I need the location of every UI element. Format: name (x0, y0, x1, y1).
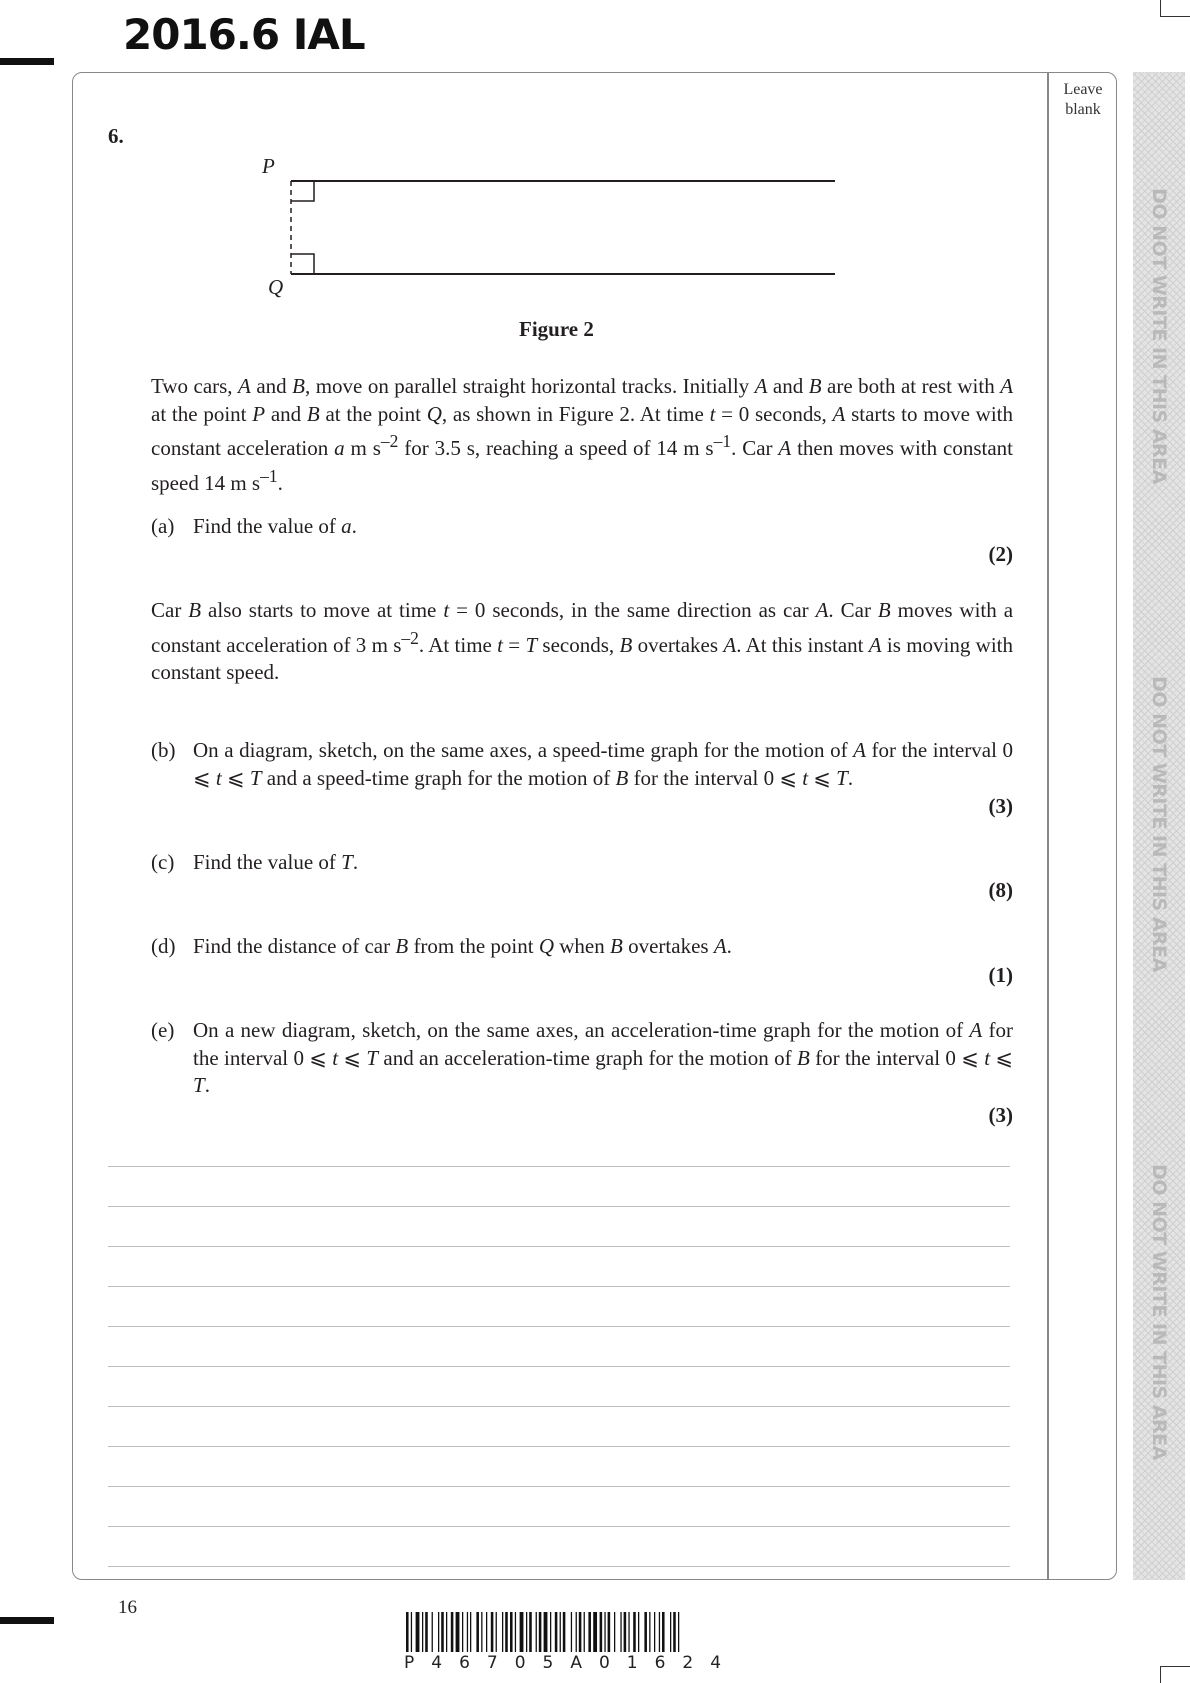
answer-line[interactable] (108, 1206, 1010, 1207)
barcode-bar (491, 1612, 494, 1652)
barcode-text: P46705A01624 (404, 1653, 739, 1673)
barcode-bar (604, 1612, 605, 1652)
barcode-bar (624, 1612, 627, 1652)
barcode-bar (467, 1612, 468, 1652)
crop-mark (1160, 16, 1190, 17)
crop-mark (1160, 1666, 1190, 1667)
part-d-text: Find the distance of car B from the point Q when B overtakes A. (193, 934, 732, 958)
barcode-bar (544, 1612, 548, 1652)
barcode-bar (593, 1612, 597, 1652)
part-e-label: (e) (151, 1018, 175, 1042)
barcode-bar (628, 1612, 629, 1652)
barcode-bar (486, 1612, 487, 1652)
barcode-bar (678, 1612, 679, 1652)
barcode-bar (406, 1612, 409, 1652)
barcode-bar (555, 1612, 558, 1652)
barcode-bar (579, 1612, 582, 1652)
barcode-bar (438, 1612, 439, 1652)
part-e-marks: (3) (988, 1103, 1013, 1127)
answer-line[interactable] (108, 1246, 1010, 1247)
barcode-bar (620, 1612, 621, 1652)
barcode-bar (502, 1612, 503, 1652)
tracks-figure (280, 170, 840, 280)
barcode-bar (526, 1612, 527, 1652)
barcode-bar (456, 1612, 460, 1652)
figure-label-q: Q (268, 275, 284, 299)
barcode-bar (638, 1612, 639, 1652)
barcode-bar (416, 1612, 420, 1652)
barcode (404, 1612, 828, 1652)
barcode-bar (425, 1612, 428, 1652)
barcode-bar (600, 1612, 603, 1652)
do-not-write-text: DO NOT WRITE IN THIS AREA (1148, 188, 1170, 484)
answer-line[interactable] (108, 1406, 1010, 1407)
crop-mark (1160, 0, 1161, 16)
page-number: 16 (118, 1597, 137, 1618)
registration-mark-top (0, 58, 54, 65)
figure-caption: Figure 2 (519, 317, 594, 341)
barcode-bar (571, 1612, 572, 1652)
answer-frame (72, 72, 1117, 1580)
barcode-bar (510, 1612, 513, 1652)
page-heading: 2016.6 IAL (123, 10, 365, 59)
right-angle-mark-p (291, 181, 314, 201)
barcode-bar (470, 1612, 471, 1652)
do-not-write-strip (1133, 72, 1185, 1580)
part-b-label: (b) (151, 738, 176, 762)
answer-line[interactable] (108, 1486, 1010, 1487)
do-not-write-text: DO NOT WRITE IN THIS AREA (1148, 1164, 1170, 1460)
barcode-bar (411, 1612, 412, 1652)
part-d-label: (d) (151, 934, 176, 958)
barcode-bar (654, 1612, 655, 1652)
barcode-bar (539, 1612, 542, 1652)
barcode-bar (515, 1612, 516, 1652)
registration-mark-bottom (0, 1617, 54, 1624)
barcode-bar (496, 1612, 497, 1652)
answer-line[interactable] (108, 1326, 1010, 1327)
barcode-bar (563, 1612, 566, 1652)
question-number: 6. (108, 124, 124, 148)
barcode-bar (673, 1612, 676, 1652)
answer-line[interactable] (108, 1446, 1010, 1447)
barcode-bar (644, 1612, 647, 1652)
do-not-write-text: DO NOT WRITE IN THIS AREA (1148, 676, 1170, 972)
figure-label-p: P (262, 154, 275, 178)
leave-blank-label: Leave blank (1063, 81, 1103, 118)
right-angle-mark-q (291, 254, 314, 274)
barcode-bar (441, 1612, 444, 1652)
part-b-text: On a diagram, sketch, on the same axes, a speed-time graph for the motion of A for the interval 0 ⩽ t ⩽ T and a speed-time graph for the motion of B for the interval 0 ⩽ t ⩽ T. (193, 738, 1013, 790)
question-intro: Two cars, A and B, move on parallel straight horizontal tracks. Initially A and B are both at rest with A at the point P and B at the point Q, as shown in Figure 2. At time t = 0 seconds, A starts to move with constant acceleration a m $s^{-2}$ for 3.5 s, reaching a speed of 14 m $s^{-1}$. Car A then moves with constant speed 14 m $s^{-1}$. (151, 374, 1014, 495)
barcode-bar (432, 1612, 433, 1652)
part-a-text: Find the value of a. (193, 514, 357, 538)
leave-blank-divider (1047, 73, 1049, 1580)
part-c-marks: (8) (988, 878, 1013, 902)
answer-line[interactable] (108, 1566, 1010, 1567)
barcode-bar (529, 1612, 532, 1652)
barcode-bar (670, 1612, 671, 1652)
part-c-label: (c) (151, 850, 175, 874)
part-a-marks: (2) (988, 542, 1013, 566)
barcode-bar (476, 1612, 479, 1652)
barcode-bar (560, 1612, 561, 1652)
barcode-bar (462, 1612, 463, 1652)
barcode-bar (422, 1612, 423, 1652)
barcode-bar (505, 1612, 508, 1652)
barcode-bar (614, 1612, 615, 1652)
answer-line[interactable] (108, 1286, 1010, 1287)
part-a-label: (a) (151, 514, 175, 538)
answer-line[interactable] (108, 1366, 1010, 1367)
barcode-bar (584, 1612, 585, 1652)
part-d-marks: (1) (988, 963, 1013, 987)
barcode-bar (659, 1612, 660, 1652)
part-c-text: Find the value of T. (193, 850, 359, 874)
answer-line[interactable] (108, 1526, 1010, 1527)
barcode-bar (588, 1612, 591, 1652)
barcode-bar (550, 1612, 551, 1652)
part-b-marks: (3) (988, 794, 1013, 818)
barcode-bar (633, 1612, 636, 1652)
barcode-bar (451, 1612, 454, 1652)
barcode-bar (520, 1612, 524, 1652)
barcode-bar (481, 1612, 482, 1652)
part-e-text: On a new diagram, sketch, on the same axes, an acceleration-time graph for the motion of A for the interval 0 ⩽ t ⩽ T and an acceleration-time graph for the motion of B for the interval 0 ⩽ t ⩽ T. (193, 1018, 1013, 1097)
question-middle: Car B also starts to move at time t = 0 seconds, in the same direction as car A. Car B moves with a constant acceleration of 3 m $s^{-2}$. At time t = T seconds, B overtakes A. At this instant A is moving with constant speed. (151, 598, 1014, 684)
barcode-bar (576, 1612, 577, 1652)
barcode-bar (608, 1612, 611, 1652)
answer-line[interactable] (108, 1166, 1010, 1167)
crop-mark (1160, 1667, 1161, 1683)
barcode-bar (446, 1612, 447, 1652)
barcode-bar (536, 1612, 537, 1652)
barcode-bar (662, 1612, 665, 1652)
barcode-bar (649, 1612, 650, 1652)
